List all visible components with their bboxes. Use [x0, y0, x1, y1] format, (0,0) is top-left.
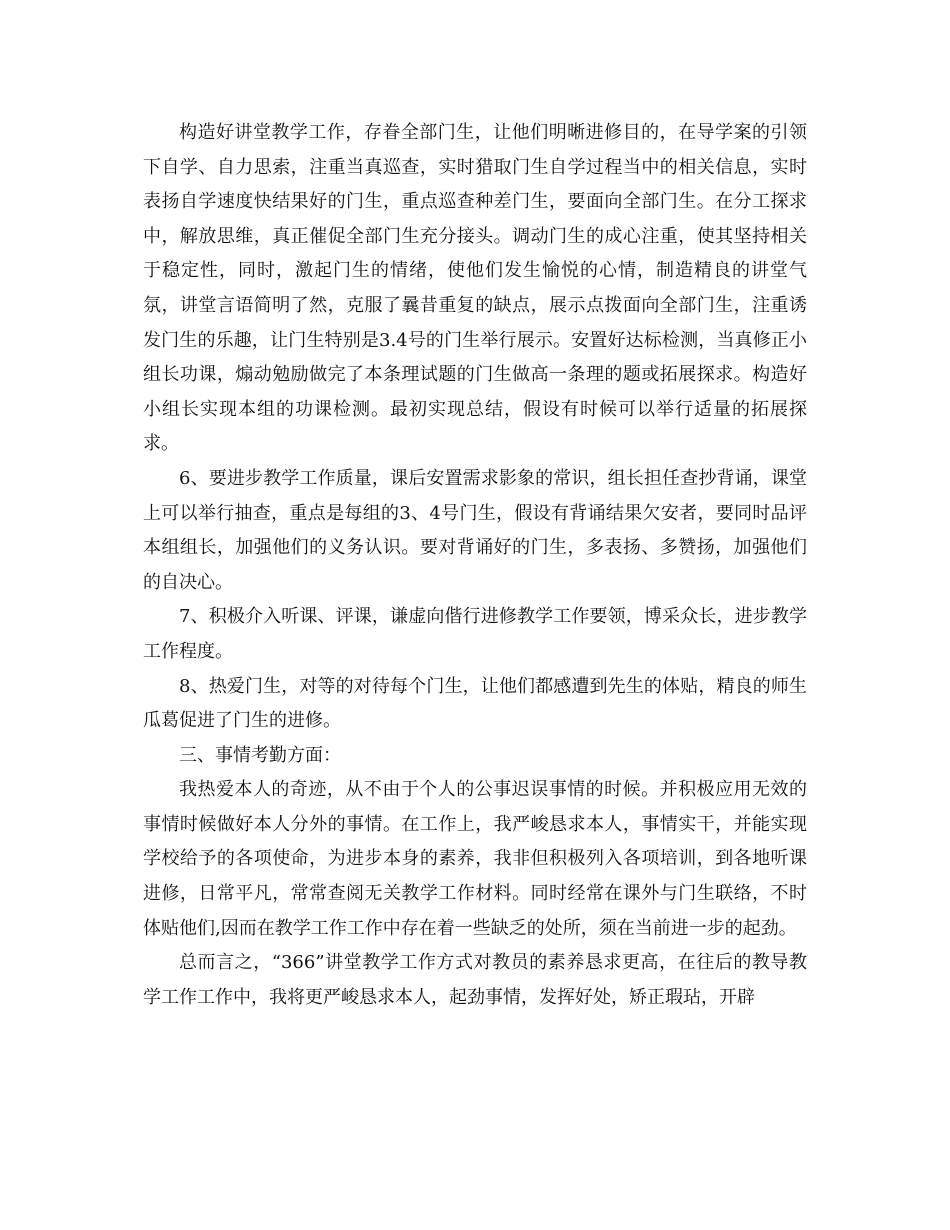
- paragraph: 总而言之，“366”讲堂教学工作方式对教员的素养恳求更高，在往后的教导教学工作工作中，我将更严峻恳求本人，起劲事情，发挥好处，矫正瑕玷，开辟: [143, 952, 807, 1008]
- paragraph: 8、热爱门生，对等的对待每个门生，让他们都感遭到先生的体贴，精良的师生瓜葛促进了门生的进修。: [143, 675, 807, 732]
- paragraph: 6、要进步教学工作质量，课后安置需求影象的常识，组长担任查抄背诵，课堂上可以举行抽查，重点是每组的3、4号门生，假设有背诵结果欠安者，要同时品评本组组长，加强他们的义务认识。要对背诵好的门生，多表扬、多赞扬，加强他们的自决心。: [143, 467, 807, 593]
- section-heading: 三、事情考勤方面：: [179, 744, 341, 766]
- paragraph: 7、积极介入听课、评课，谦虚向偕行进修教学工作要领，博采众长，进步教学工作程度。: [143, 606, 807, 662]
- document-body: [143, 116, 807, 1015]
- paragraph: 我热爱本人的奇迹，从不由于个人的公事迟误事情的时候。并积极应用无效的事情时候做好本人分外的事情。在工作上，我严峻恳求本人，事情实干，并能实现学校给予的各项使命，为进步本身的素养，我非但积极列入各项培训，到各地听课进修，日常平凡，常常查阅无关教学工作材料。同时经常在课外与门生联络，不时体贴他们,因而在教学工作工作中存在着一些缺乏的处所，须在当前进一步的起劲。: [143, 779, 807, 939]
- paragraph: 构造好讲堂教学工作，存眷全部门生，让他们明晰进修目的，在导学案的引领下自学、自力思索，注重当真巡查，实时猎取门生自学过程当中的相关信息，实时表扬自学速度快结果好的门生，重点巡查种差门生，要面向全部门生。在分工探求中，解放思维，真正催促全部门生充分接头。调动门生的成心注重，使其坚持相关于稳定性，同时，激起门生的情绪，使他们发生愉悦的心情，制造精良的讲堂气氛，讲堂言语简明了然，克服了曩昔重复的缺点，展示点拨面向全部门生，注重诱发门生的乐趣，让门生特别是3.4号的门生举行展示。安置好达标检测，当真修正小组长功课，煽动勉励做完了本条理试题的门生做高一条理的题或拓展探求。构造好小组长实现本组的功课检测。最初实现总结，假设有时候可以举行适量的拓展探求。: [143, 122, 807, 455]
